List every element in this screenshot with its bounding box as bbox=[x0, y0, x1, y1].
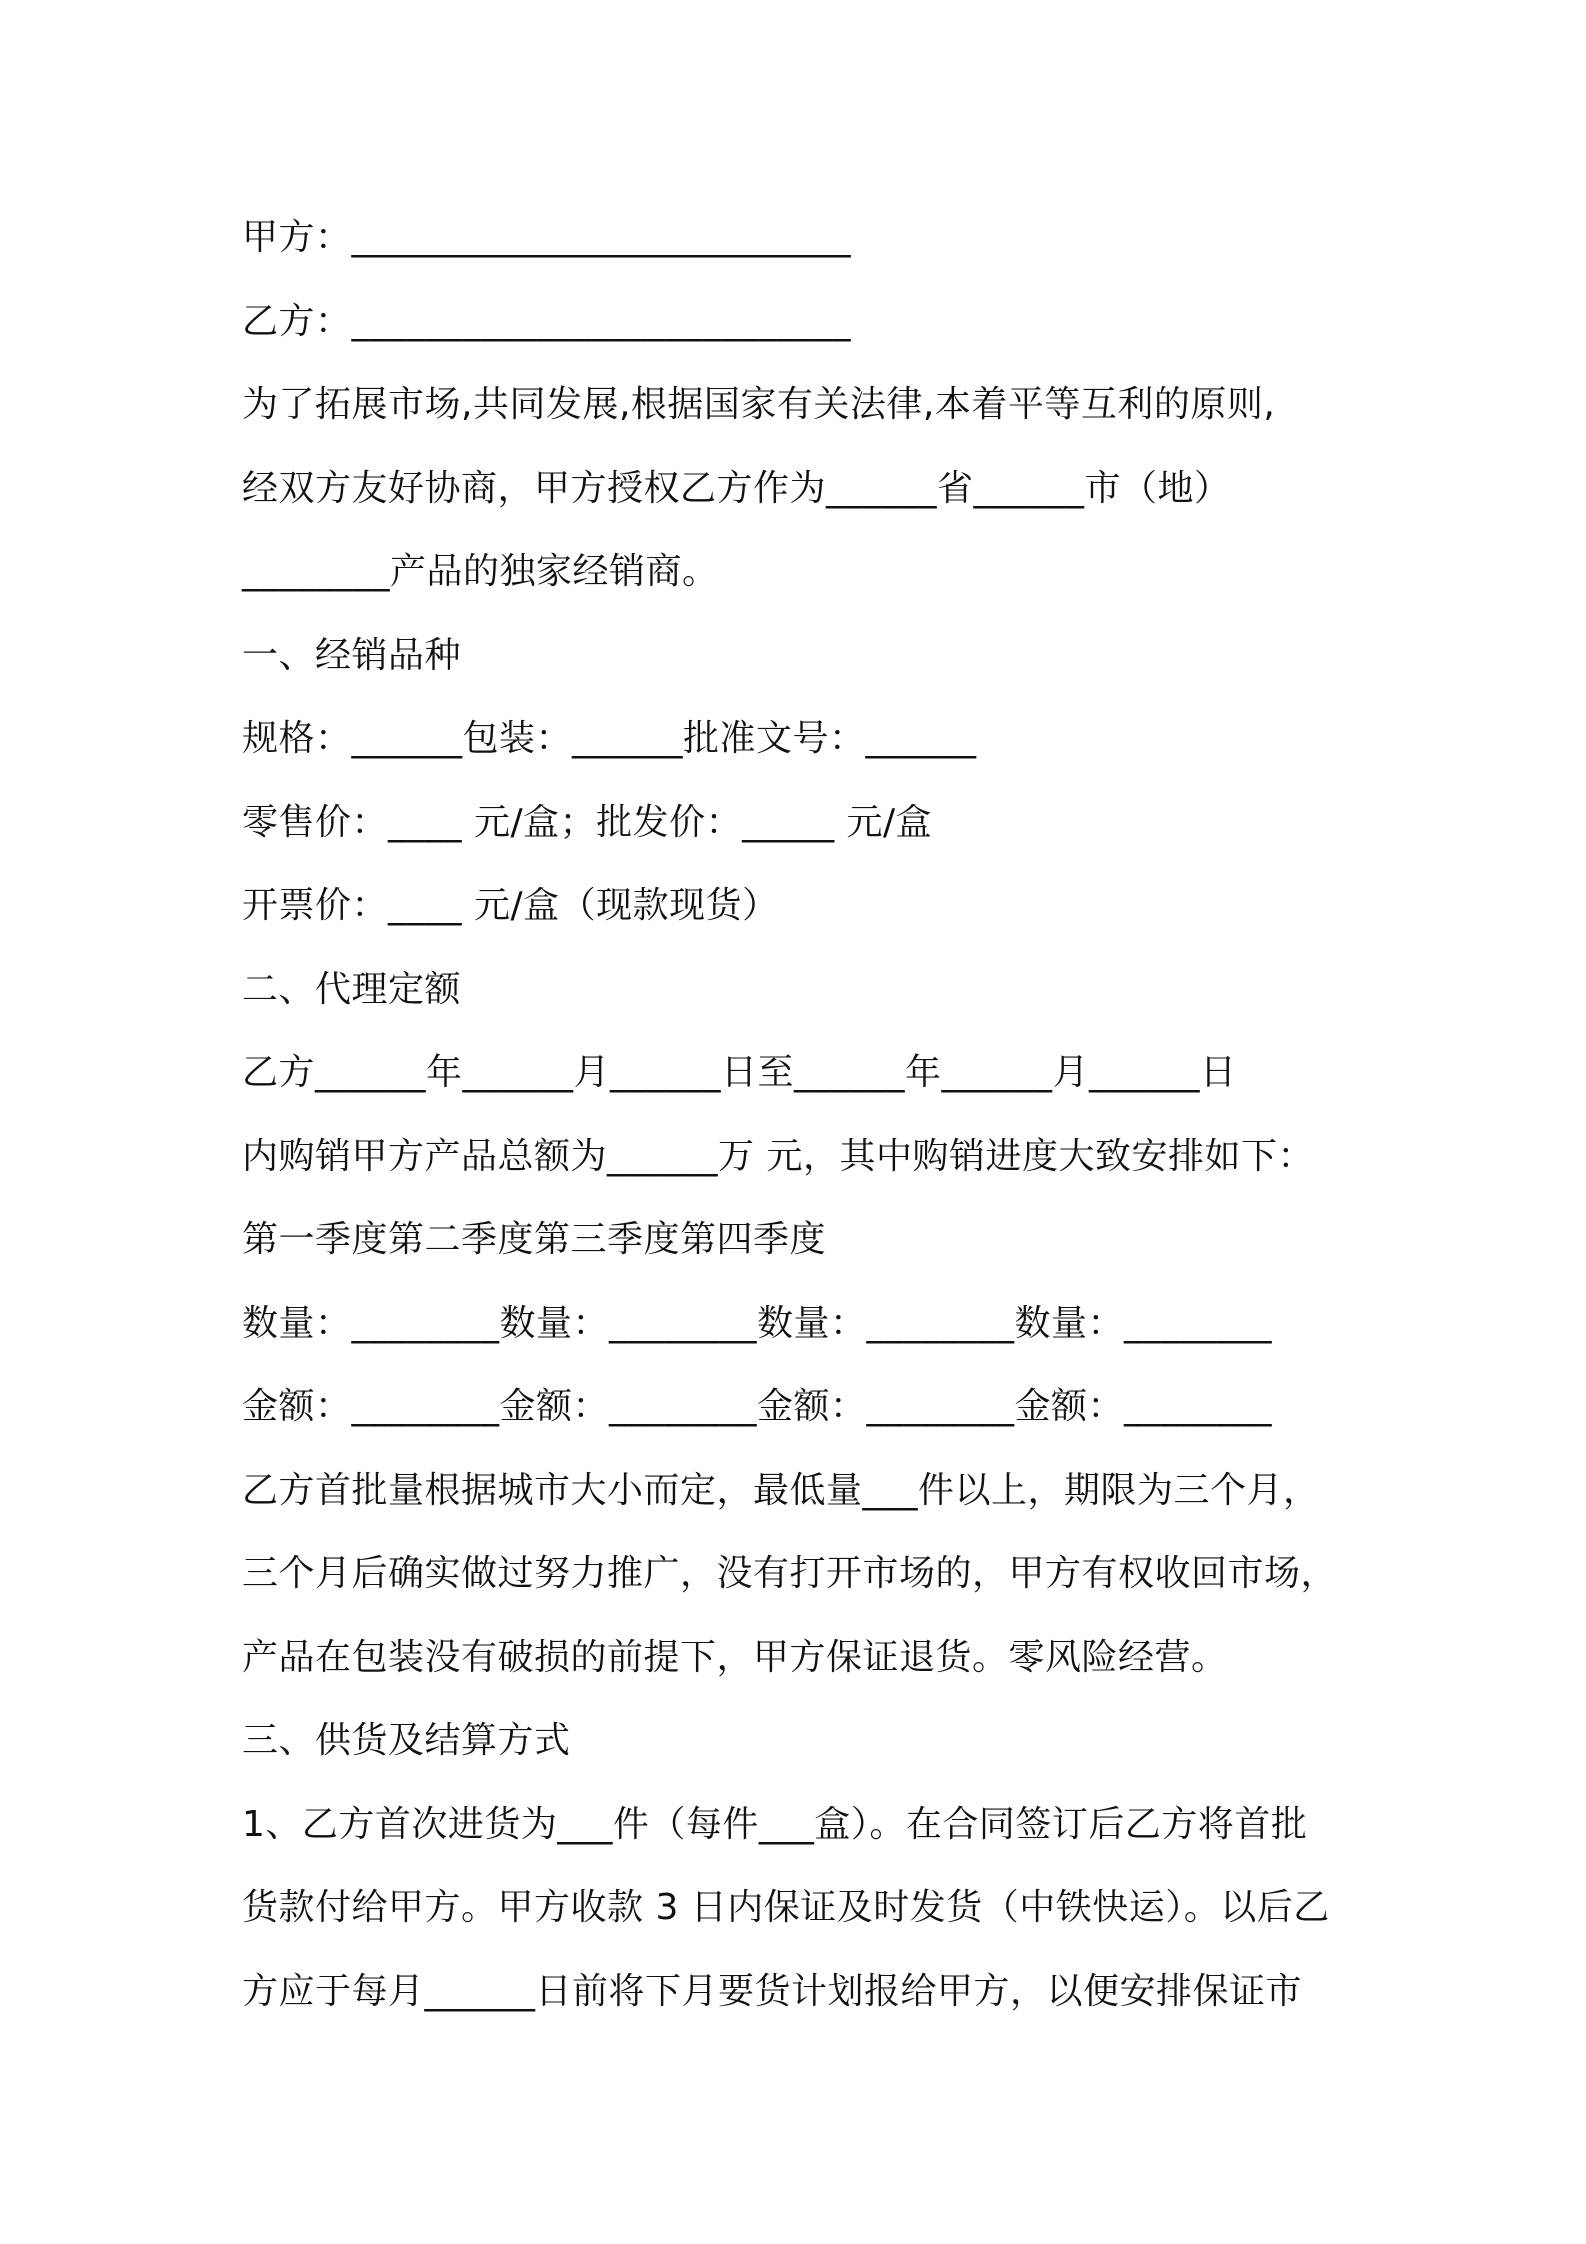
quarters-line: 第一季度第二季度第三季度第四季度 bbox=[242, 1219, 827, 1260]
party-b-line: 乙方：___________________________ bbox=[242, 300, 852, 342]
quota-total-line: 内购销甲方产品总额为______万 元，其中购销进度大致安排如下： bbox=[242, 1135, 1314, 1177]
section-3-heading: 三、供货及结算方式 bbox=[242, 1720, 571, 1761]
section-2-heading: 二、代理定额 bbox=[242, 968, 462, 1010]
first-batch-line-1: 乙方首批量根据城市大小而定，最低量___件以上，期限为三个月， bbox=[242, 1469, 1320, 1511]
first-batch-line-2: 三个月后确实做过努力推广，没有打开市场的，甲方有权收回市场， bbox=[242, 1553, 1338, 1594]
preamble-line-1: 为了拓展市场,共同发展,根据国家有关法律,本着平等互利的原则, bbox=[242, 384, 1276, 425]
supply-line-1: 1、乙方首次进货为___件（每件___盒）。在合同签订后乙方将首批 bbox=[242, 1803, 1308, 1845]
first-batch-line-3: 产品在包装没有破损的前提下，甲方保证退货。零风险经营。 bbox=[242, 1636, 1228, 1678]
section-1-heading: 一、经销品种 bbox=[242, 634, 462, 676]
supply-line-3: 方应于每月______日前将下月要货计划报给甲方，以便安排保证市 bbox=[242, 1970, 1303, 2012]
price-line: 零售价：____ 元/盒；批发价：_____ 元/盒 bbox=[242, 801, 933, 843]
quota-period-line: 乙方______年______月______日至______年______月______日 bbox=[242, 1052, 1237, 1093]
party-a-line: 甲方：___________________________ bbox=[242, 217, 852, 258]
quantity-line: 数量：________数量：________数量：________数量：________ bbox=[242, 1302, 1273, 1344]
supply-line-2: 货款付给甲方。甲方收款 3 日内保证及时发货（中铁快运）。以后乙 bbox=[242, 1887, 1330, 1928]
invoice-price-line: 开票价：____ 元/盒（现款现货） bbox=[242, 885, 779, 926]
preamble-line-3: ________产品的独家经销商。 bbox=[242, 551, 719, 592]
preamble-line-2: 经双方友好协商，甲方授权乙方作为______省______市（地） bbox=[242, 467, 1231, 509]
amount-line: 金额：________金额：________金额：________金额：________ bbox=[242, 1386, 1273, 1427]
contract-body bbox=[242, 196, 1372, 2033]
spec-line: 规格：______包装：______批准文号：______ bbox=[242, 718, 977, 759]
